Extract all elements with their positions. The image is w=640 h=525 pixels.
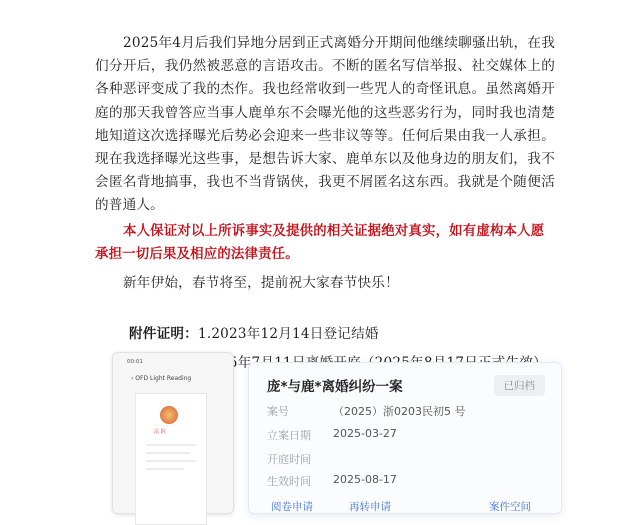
guarantee-statement: 本人保证对以上所诉事实及提供的相关证据绝对真实，如有虚构本人愿承担一切后果及相应的法律责任。 (95, 223, 545, 262)
case-title: 庞*与鹿*离婚纠纷一案 (267, 379, 403, 395)
letter-body (95, 32, 555, 376)
archived-badge: 已归档 (494, 375, 546, 396)
phone-status-bar: 00:01 (127, 359, 143, 365)
court-seal-text: 法 院 (154, 429, 166, 435)
transfer-request-link[interactable]: 再转申请 (349, 501, 391, 513)
attachment-line-1 (95, 323, 555, 346)
filing-date-value: 2025-03-27 (333, 427, 397, 440)
document-page (135, 393, 207, 525)
hearing-time-label: 开庭时间 (267, 453, 311, 466)
attachment-item-1: 1.2023年12月14日登记结婚 (197, 326, 379, 343)
phone-screenshot (112, 352, 234, 514)
doc-line (146, 444, 196, 446)
filing-date-label: 立案日期 (267, 429, 311, 442)
case-number-value: （2025）浙0203民初5 号 (333, 405, 466, 418)
new-year-greeting: 新年伊始，春节将至，提前祝大家春节快乐！ (123, 275, 399, 292)
case-card[interactable] (248, 362, 562, 514)
statement-paragraph: 2025年4月后我们异地分居到正式离婚分开期间他继续聊骚出轨，在我们分开后，我仍然被恶意的言语攻击。不断的匿名写信举报、社交媒体上的各种恶评变成了我的杰作。我也经常收到一些咒人的奇怪讯息。虽然离婚开庭的那天我曾答应当事人鹿单东不会曝光他的这些恶劣行为，同时我也清楚地知道这次选择曝光后势必会迎来一些非议等等。任何后果由我一人承担。现在我选择曝光这些事，是想告诉大家、鹿单东以及他身边的朋友们，我不会匿名背地搞事，我也不当背锅侠，我更不屑匿名这东西。我就是个随便活的普通人。 (95, 35, 555, 214)
effective-date-label: 生效时间 (267, 475, 311, 488)
attachment-label: 附件证明： (129, 326, 198, 343)
national-emblem-icon (160, 406, 178, 424)
effective-date-value: 2025-08-17 (333, 473, 397, 486)
doc-line (146, 468, 184, 470)
doc-line (146, 452, 190, 454)
case-number-label: 案号 (267, 405, 289, 418)
phone-app-bar: ‹ OFD Light Reading (131, 375, 192, 382)
file-review-link[interactable]: 阅卷申请 (271, 501, 313, 513)
case-space-link[interactable]: 案件空间 (489, 501, 531, 513)
doc-line (146, 460, 196, 462)
